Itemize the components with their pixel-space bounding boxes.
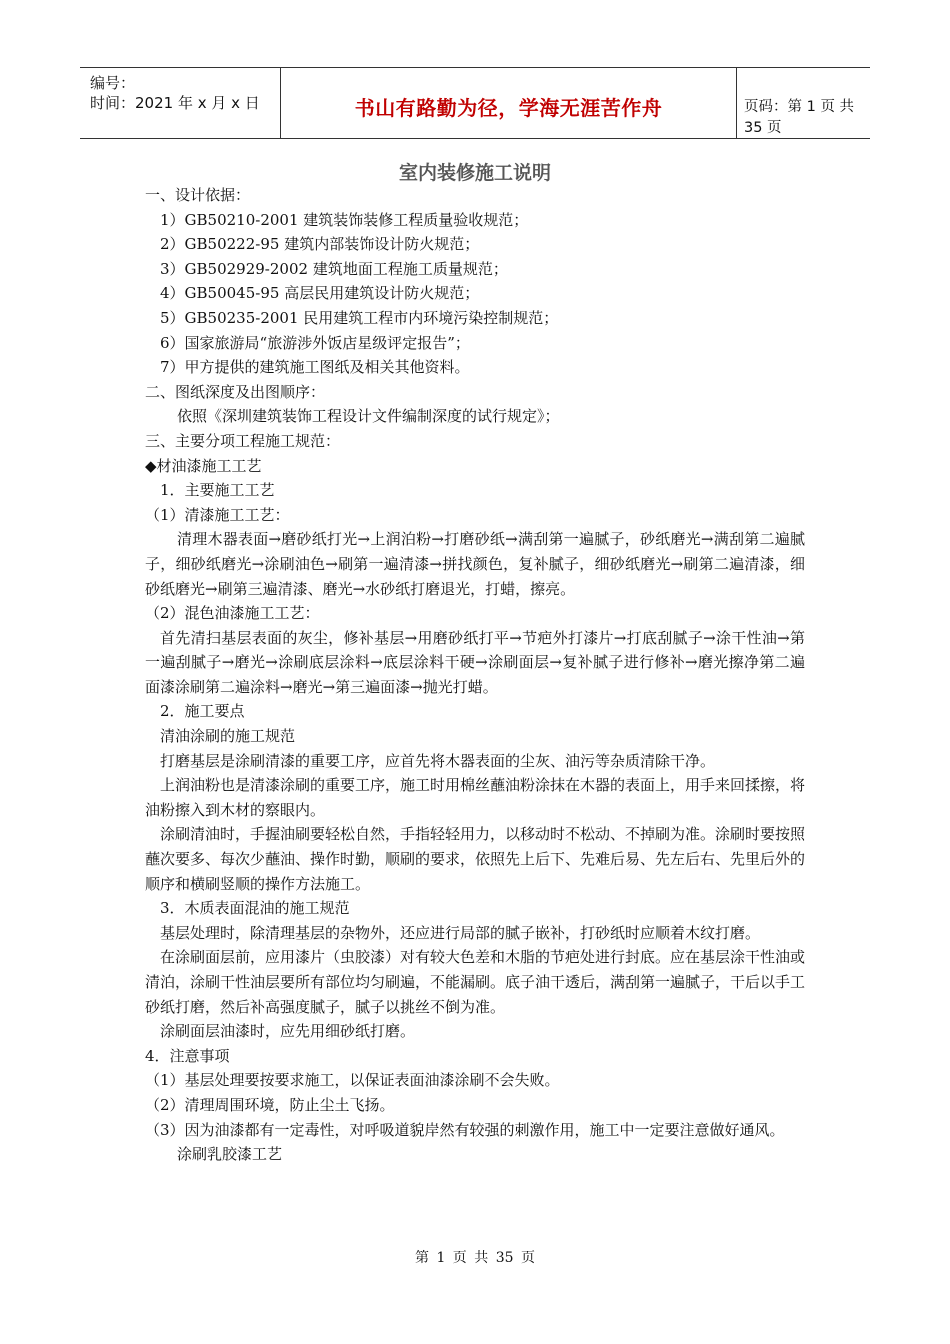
list-item: 2）GB50222-95 建筑内部装饰设计防火规范；	[160, 235, 480, 254]
list-item: （1）基层处理要按要求施工，以保证表面油漆涂刷不会失败。	[145, 1071, 560, 1090]
section-heading: 一、设计依据：	[145, 186, 251, 204]
subsection-heading: 1．主要施工工艺	[160, 481, 275, 500]
subsection-heading: ◆材油漆施工工艺	[145, 456, 262, 475]
list-item: 1）GB50210-2001 建筑装饰装修工程质量验收规范；	[160, 210, 529, 229]
page-footer: 第 1 页 共 35 页	[415, 1250, 535, 1266]
header-left-cell	[80, 68, 280, 138]
list-item: 4）GB50045-95 高层民用建筑设计防火规范；	[160, 284, 480, 303]
header-motto-cell	[280, 68, 737, 138]
list-item: 6）国家旅游局“旅游涉外饭店星级评定报告”；	[160, 333, 470, 352]
list-item: （3）因为油漆都有一定毒性，对呼吸道貌岸然有较强的刺激作用，施工中一定要注意做好通风。	[145, 1120, 785, 1139]
subsection-heading: 4．注意事项	[145, 1046, 230, 1065]
section-heading: 三、主要分项工程施工规范：	[145, 431, 341, 450]
paragraph: 上润油粉也是清漆涂刷的重要工序，施工时用棉丝蘸油粉涂抹在木器的表面上，用手来回揉擦，将油粉擦入到木材的察眼内。	[145, 776, 806, 819]
list-item: 3）GB502929-2002 建筑地面工程施工质量规范；	[160, 259, 508, 278]
document-time-label: 时间：2021 年 x 月 x 日	[90, 94, 260, 112]
paragraph: 在涂刷面层前，应用漆片（虫胶漆）对有较大色差和木脂的节疤处进行封底。应在基层涂干性油或清泊，涂刷干性油层要所有部位均匀刷遍，不能漏刷。底子油干透后，满刮第一遍腻子，干后以手工砂纸打磨，然后补高强度腻子，腻子以挑丝不倒为准。	[145, 948, 806, 1016]
list-item: （2）清理周围环境，防止尘土飞扬。	[145, 1095, 395, 1114]
document-number-label: 编号：	[90, 74, 136, 92]
subsection-heading: 涂刷乳胶漆工艺	[177, 1145, 283, 1164]
paragraph: 涂刷清油时，手握油刷要轻松自然，手指轻轻用力，以移动时不松动、不掉刷为准。涂刷时要按照蘸次要多、每次少蘸油、操作时勤，顺刷的要求，依照先上后下、先难后易、先左后右、先里后外的顺序和横刷竖顺的操作方法施工。	[145, 825, 806, 893]
section-heading: 二、图纸深度及出图顺序：	[145, 382, 326, 401]
paragraph: 基层处理时，除清理基层的杂物外，还应进行局部的腻子嵌补，打砂纸时应顺着木纹打磨。	[160, 923, 761, 942]
list-item: 5）GB50235-2001 民用建筑工程市内环境污染控制规范；	[160, 308, 559, 327]
document-body	[145, 183, 805, 1167]
subsection-heading: 3．木质表面混油的施工规范	[160, 899, 350, 918]
subsection-heading: 清油涂刷的施工规范	[160, 727, 296, 746]
header-page-label: 页码：第 1 页 共 35 页	[744, 99, 855, 136]
paragraph: 依照《深圳建筑装饰工程设计文件编制深度的试行规定》；	[177, 407, 560, 426]
paragraph: 打磨基层是涂刷清漆的重要工序，应首先将木器表面的尘灰、油污等杂质清除干净。	[160, 751, 716, 770]
paragraph: 清理木器表面→磨砂纸打光→上润泊粉→打磨砂纸→满刮第一遍腻子，砂纸磨光→满刮第二遍腻子，细砂纸磨光→涂刷油色→刷第一遍清漆→拼找颜色，复补腻子，细砂纸磨光→刷第二遍清漆，细砂纸磨光→刷第三遍清漆、磨光→水砂纸打磨退光，打蜡，擦亮。	[145, 530, 805, 598]
subsection-heading: （1）清漆施工工艺：	[145, 505, 290, 524]
header-motto: 书山有路勤为径，学海无涯苦作舟	[354, 96, 663, 120]
paragraph: 涂刷面层油漆时，应先用细砂纸打磨。	[160, 1022, 416, 1041]
page-header	[80, 67, 870, 139]
list-item: 7）甲方提供的建筑施工图纸及相关其他资料。	[160, 358, 470, 377]
subsection-heading: 2．施工要点	[160, 702, 245, 721]
header-right-cell	[736, 68, 870, 138]
paragraph: 首先清扫基层表面的灰尘，修补基层→用磨砂纸打平→节疤外打漆片→打底刮腻子→涂干性油→第一遍刮腻子→磨光→涂刷底层涂料→底层涂料干硬→涂刷面层→复补腻子进行修补→磨光擦净第二遍面漆涂刷第二遍涂料→磨光→第三遍面漆→抛光打蜡。	[145, 628, 805, 696]
document-title: 室内装修施工说明	[398, 162, 551, 184]
subsection-heading: （2）混色油漆施工工艺：	[145, 604, 320, 623]
